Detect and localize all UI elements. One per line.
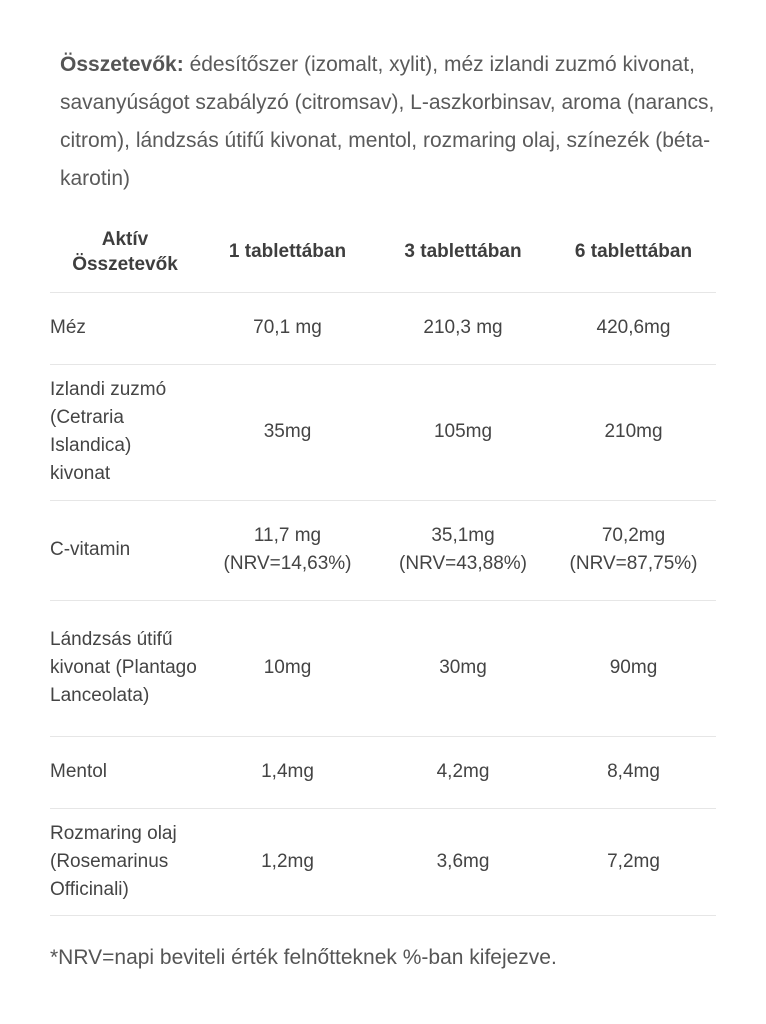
ingredient-name: Lándzsás útifű kivonat (Plantago Lanceolata) (50, 600, 200, 736)
ingredients-label: Összetevők: (60, 53, 184, 76)
value-3-tablets: 35,1mg (NRV=43,88%) (375, 500, 551, 600)
value-3-tablets: 210,3 mg (375, 292, 551, 364)
value-3-tablets: 105mg (375, 364, 551, 500)
table-row (50, 736, 716, 808)
table-row (50, 364, 716, 500)
value-1-tablet: 11,7 mg (NRV=14,63%) (200, 500, 375, 600)
table-row (50, 808, 716, 915)
header-1-tablet: 1 tablettában (200, 212, 375, 292)
header-active-ingredients: Aktív Összetevők (50, 212, 200, 292)
value-1-tablet: 1,2mg (200, 808, 375, 915)
value-6-tablets: 8,4mg (551, 736, 716, 808)
active-ingredients-table (50, 212, 716, 916)
value-1-tablet: 10mg (200, 600, 375, 736)
value-6-tablets: 7,2mg (551, 808, 716, 915)
ingredient-name: Rozmaring olaj (Rosemarinus Officinali) (50, 808, 200, 915)
value-1-tablet: 70,1 mg (200, 292, 375, 364)
value-3-tablets: 30mg (375, 600, 551, 736)
ingredients-text: édesítőszer (izomalt, xylit), méz izlandi zuzmó kivonat, savanyúságot szabályzó (citromsav), L-aszkorbinsav, aroma (narancs, citrom), lándzsás útifű kivonat, mentol, rozmaring olaj, színezék (béta-karotin) (60, 53, 715, 190)
nrv-footnote: *NRV=napi beviteli érték felnőtteknek %-ban kifejezve. (50, 946, 557, 969)
ingredient-name: C-vitamin (50, 500, 200, 600)
ingredient-name: Mentol (50, 736, 200, 808)
ingredient-name: Méz (50, 292, 200, 364)
header-3-tablets: 3 tablettában (375, 212, 551, 292)
value-3-tablets: 4,2mg (375, 736, 551, 808)
value-6-tablets: 70,2mg (NRV=87,75%) (551, 500, 716, 600)
table-header-row (50, 212, 716, 292)
value-6-tablets: 90mg (551, 600, 716, 736)
table-row (50, 500, 716, 600)
ingredients-paragraph (60, 46, 720, 198)
value-3-tablets: 3,6mg (375, 808, 551, 915)
table-row (50, 292, 716, 364)
ingredient-name: Izlandi zuzmó (Cetraria Islandica) kivonat (50, 364, 200, 500)
value-1-tablet: 1,4mg (200, 736, 375, 808)
value-6-tablets: 210mg (551, 364, 716, 500)
value-6-tablets: 420,6mg (551, 292, 716, 364)
table-row (50, 600, 716, 736)
header-6-tablets: 6 tablettában (551, 212, 716, 292)
value-1-tablet: 35mg (200, 364, 375, 500)
